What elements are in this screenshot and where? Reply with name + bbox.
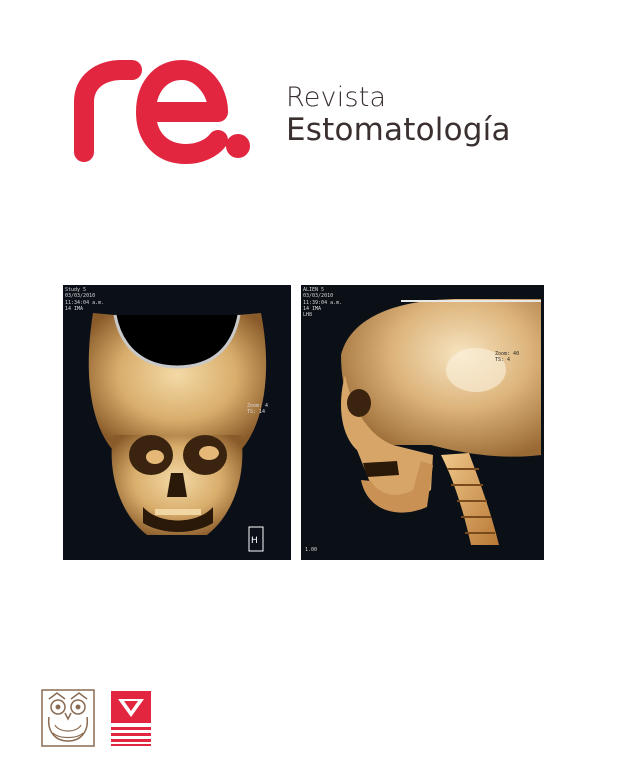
university-shield-icon <box>110 689 152 747</box>
frontal-side-label: Zoom: 4 TS: 14 <box>247 403 269 416</box>
svg-text:H: H <box>251 536 258 546</box>
owl-icon <box>41 689 95 747</box>
frontal-overlay-info: Study 5 03/03/2010 11:34:04 a.m. 14 IMA <box>65 287 105 312</box>
journal-logo-mark <box>66 60 252 170</box>
lateral-mid-label: Zoom: 40 TS: 4 <box>495 351 520 364</box>
lateral-overlay-info: ALIEN 5 03/03/2010 11:39:04 a.m. 14 IMA LH8 <box>303 287 343 318</box>
frontal-skull-render <box>63 285 291 560</box>
journal-title-line2: Estomatología <box>286 112 511 148</box>
ct-scan-lateral-image <box>301 285 544 560</box>
journal-title-line1: Revista <box>286 82 387 113</box>
journal-title <box>286 84 511 146</box>
lateral-skull-render <box>301 285 544 560</box>
ct-scan-frontal-image <box>63 285 291 560</box>
lateral-bottom-label: 1.00 <box>305 547 318 553</box>
